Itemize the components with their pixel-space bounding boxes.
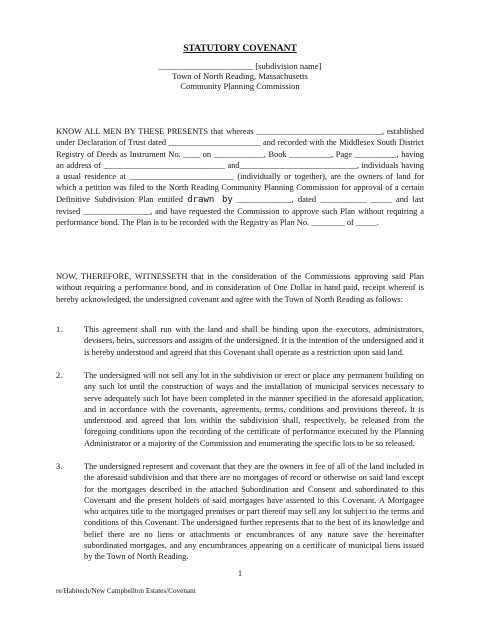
document-title: STATUTORY COVENANT	[183, 44, 297, 54]
subdivision-name-line: ______________________ [subdivision name]	[158, 61, 322, 71]
recital-text-a: KNOW ALL MEN BY THESE PRESENTS that whereas ______________________________, established under Declaration of Trust dated ______________________ and recorded with the Middlesex South District Registry of Deeds as Instrument No. ____ on ____________, Book __________, Page __________, having an address of _____________________________ and____________________________, individuals having a usual residence at _________________________ (individually or together), are the owners of land for which a petition was filed to the North Reading Community Planning Commission for approval of a certain Definitive Subdivision Plan entitled	[56, 127, 424, 204]
page-number: 1	[237, 568, 243, 578]
town-name: Town of North Reading, Massachusetts	[172, 71, 308, 81]
item-text: The undersigned represent and covenant that they are the owners in fee of all of the land included in the aforesaid subdivision and that there are no mortgages of record or otherwise on said land except for the mortgages described in the attached Subordination and Consent and subordinated to this Covenant and the present holders of said mortgages have assented to this Covenant. A Mortgagee who acquires title to the mortgaged premises or part thereof may sell any lot subject to the terms and conditions of this Covenant. The undersigned further represents that to the best of its knowledge and belief there are no liens or attachments or encumbrances of any nature save the hereinafter subordinated mortgages, and any encumbrances appearing on a certificate of municipal liens issued by the Town of North Reading.	[84, 462, 424, 562]
item-number: 3.	[56, 462, 63, 471]
item-number: 1.	[56, 325, 63, 334]
recital-paragraph	[56, 126, 424, 229]
recital-text-b: _____________, dated ___________ _____ and last revised ________________, and have requested the Commission to approve such Plan without requiring a performance bond. The Plan is to be recorded with the Registry as Plan No. ________ of _____.	[56, 194, 425, 228]
item-text: The undersigned will not sell any lot in the subdivision or erect or place any permanent building on any such lot until the construction of ways and the installation of municipal services necessary to serve adequately such lot have been completed in the manner specified in the aforesaid application, and in accordance with the covenants, agreements, terms, conditions and provisions thereof. It is understood and agreed that lots within the subdivision shall, respectively, be released from the foregoing conditions upon the recording of the certificate of performance executed by the Planning Administrator or a majority of the Commission and enumerating the specific lots to be so released.	[84, 371, 424, 448]
commission-name: Community Planning Commission	[180, 81, 300, 91]
footer-file-path: re/Habitech/New Campbellton Estates/Covenant	[56, 587, 196, 595]
drawn-by-text: drawn by	[187, 194, 233, 205]
witnesseth-paragraph: NOW, THEREFORE, WITNESSETH that in the consideration of the Commissions approving said Plan without requiring a performance bond, and in consideration of One Dollar in hand paid, receipt whereof is hereby acknowledged, the undersigned covenant and agree with the Town of North Reading as follows:	[56, 272, 424, 304]
item-text: This agreement shall run with the land and shall be binding upon the executors, administrators, devisees, heirs, successors and assigns of the undersigned. It is the intention of the undersigned and it is hereby understood and agreed that this Covenant shall operate as a restriction upon said land.	[84, 325, 424, 357]
item-number: 2.	[56, 371, 63, 380]
